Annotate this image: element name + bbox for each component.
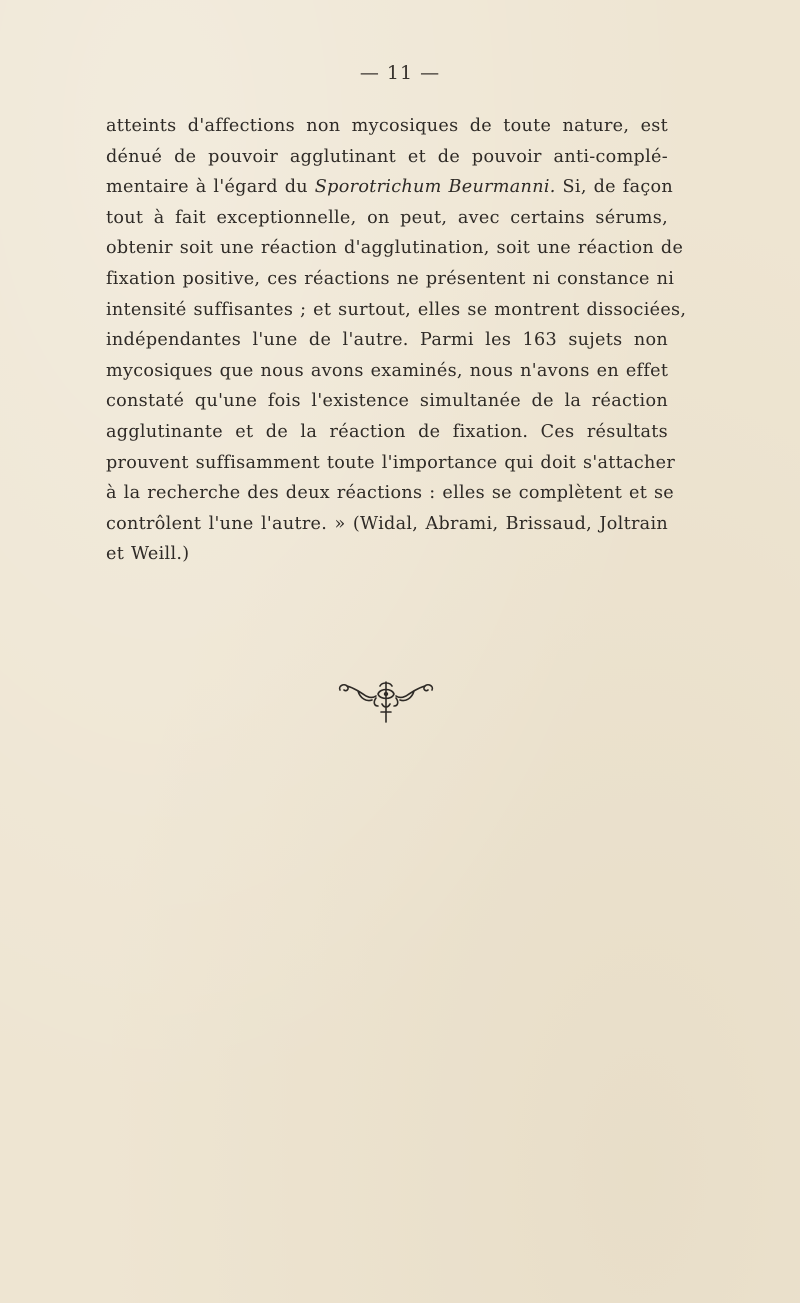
fleuron-ornament-icon bbox=[336, 676, 436, 726]
text-line: dénué de pouvoir agglutinant et de pouvoir anti-complé- bbox=[106, 146, 668, 167]
italic-species-name: Sporotrichum Beurmanni. bbox=[314, 177, 556, 198]
body-paragraph bbox=[106, 111, 687, 570]
text-segment: mentaire à l'égard du bbox=[106, 177, 315, 198]
text-line: agglutinante et de la réaction de fixation. Ces résultats bbox=[106, 421, 668, 442]
text-line: indépendantes l'une de l'autre. Parmi les 163 sujets non bbox=[106, 330, 668, 351]
text-line: fixation positive, ces réactions ne présentent ni constance ni bbox=[106, 268, 675, 289]
text-segment: Si, de façon bbox=[555, 177, 674, 198]
text-line: tout à fait exceptionnelle, on peut, avec certains sérums, bbox=[106, 207, 668, 228]
text-line: intensité suffisantes ; et surtout, elles se montrent dissociées, bbox=[106, 299, 687, 320]
text-line: atteints d'affections non mycosiques de toute nature, est bbox=[106, 116, 668, 136]
text-line: contrôlent l'une l'autre. » (Widal, Abrami, Brissaud, Joltrain bbox=[106, 513, 668, 534]
text-line: obtenir soit une réaction d'agglutination, soit une réaction de bbox=[106, 238, 684, 259]
page-number: — 11 — bbox=[359, 62, 441, 84]
text-line: à la recherche des deux réactions : elles se complètent et se bbox=[106, 483, 675, 504]
text-line bbox=[106, 172, 674, 203]
text-line: et Weill.) bbox=[106, 544, 190, 565]
text-line: constaté qu'une fois l'existence simultanée de la réaction bbox=[106, 391, 668, 412]
text-line: prouvent suffisamment toute l'importance qui doit s'attacher bbox=[106, 452, 676, 473]
text-line: mycosiques que nous avons examinés, nous n'avons en effet bbox=[106, 360, 669, 381]
